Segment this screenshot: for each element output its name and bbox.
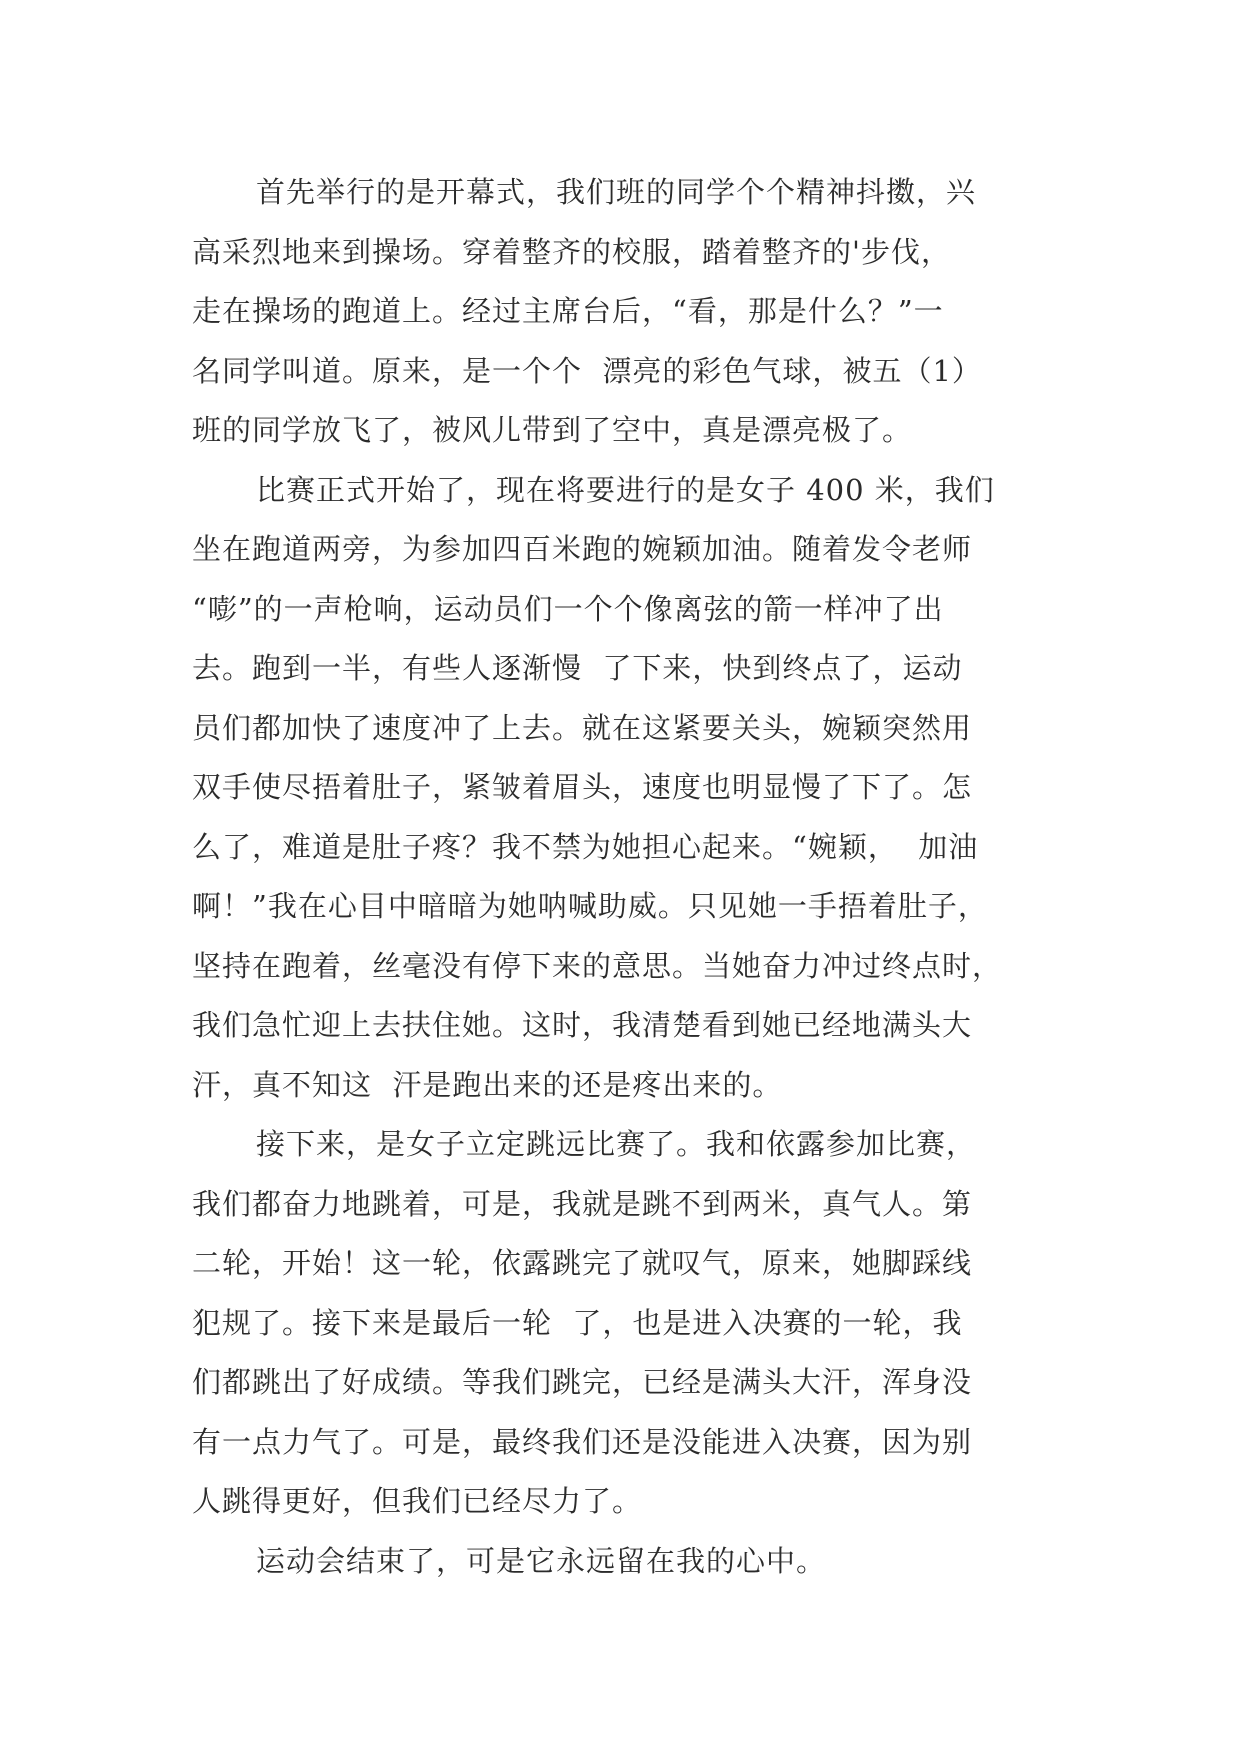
paragraph-long-jump [192,1115,1052,1532]
paragraph-conclusion [192,1532,1052,1592]
text-line: 比赛正式开始了，现在将要进行的是女子 400 米，我们 [256,472,995,507]
text-line: 走在操场的跑道上。经过主席台后，“看，那是什么？”一 [192,294,944,328]
text-line: 双手使尽捂着肚子，紧皱着眉头，速度也明显慢了下了。怎 [192,770,973,804]
text-line: 去。跑到一半，有些人逐渐慢 了下来，快到终点了，运动 [192,651,963,685]
text-line: 名同学叫道。原来，是一个个 漂亮的彩色气球，被五（1） [192,353,982,388]
text-line: 二轮，开始！这一轮，依露跳完了就叹气，原来，她脚踩线 [192,1246,973,1280]
paragraph-opening-ceremony [192,163,1052,461]
text-line: 班的同学放飞了，被风儿带到了空中，真是漂亮极了。 [192,413,913,447]
text-line: 员们都加快了速度冲了上去。就在这紧要关头，婉颖突然用 [192,710,973,745]
text-line: 犯规了。接下来是最后一轮 了，也是进入决赛的一轮，我 [192,1305,963,1340]
text-line: 坚持在跑着，丝毫没有停下来的意思。当她奋力冲过终点时， [192,948,1003,983]
text-line: 有一点力气了。可是，最终我们还是没能进入决赛，因为别 [192,1424,973,1459]
text-line: 运动会结束了，可是它永远留在我的心中。 [256,1543,827,1578]
text-line: 们都跳出了好成绩。等我们跳完，已经是满头大汗，浑身没 [192,1365,973,1399]
text-line: 人跳得更好，但我们已经尽力了。 [192,1484,643,1518]
text-line: 高采烈地来到操场。穿着整齐的校服，踏着整齐的'步伐， [192,234,951,269]
document-body [192,163,1052,1591]
text-line: “嘭”的一声枪响，运动员们一个个像离弦的箭一样冲了出 [192,591,944,626]
text-line: 接下来，是女子立定跳远比赛了。我和依露参加比赛， [256,1127,977,1161]
text-line: 啊！”我在心目中暗暗为她呐喊助威。只见她一手捂着肚子， [192,889,988,923]
text-line: 我们都奋力地跳着，可是，我就是跳不到两米，真气人。第 [192,1186,973,1221]
text-line: 我们急忙迎上去扶住她。这时，我清楚看到她已经地满头大 [192,1008,973,1042]
paragraph-400m-race [192,461,1052,1116]
text-line: 汗，真不知这 汗是跑出来的还是疼出来的。 [192,1067,783,1102]
text-line: 首先举行的是开幕式，我们班的同学个个精神抖擞，兴 [256,175,977,209]
text-line: 么了，难道是肚子疼？我不禁为她担心起来。“婉颖， 加油 [192,829,979,864]
text-line: 坐在跑道两旁，为参加四百米跑的婉颖加油。随着发令老师 [192,532,973,566]
